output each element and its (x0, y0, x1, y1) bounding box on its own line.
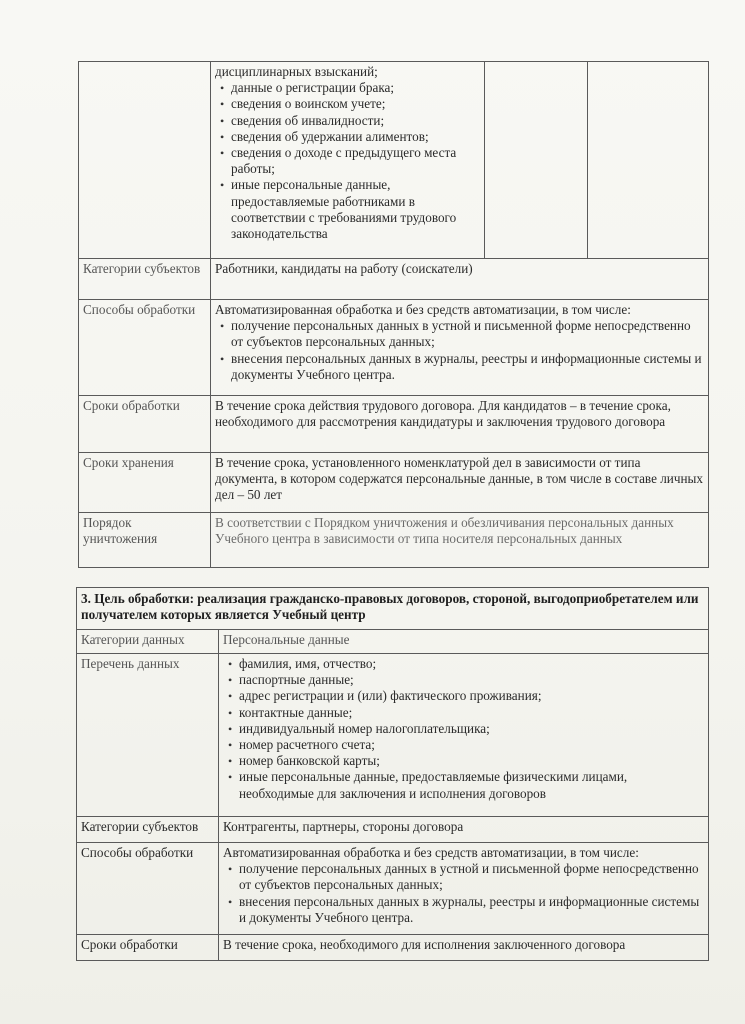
list-item: • данные о регистрации брака; (215, 80, 481, 96)
methods-row (77, 843, 709, 935)
section3-heading-row (77, 588, 709, 630)
terms-row (79, 396, 709, 453)
data-list (215, 80, 481, 242)
section2-table (78, 61, 709, 568)
list-item: • внесения персональных данных в журналы, реестры и информационные системы и документы Учебного центра. (223, 894, 705, 926)
empty-label-cell (79, 62, 211, 259)
terms-value: В течение срока, необходимого для исполнения заключенного договора (219, 935, 709, 961)
methods-lead: Автоматизированная обработка и без средств автоматизации, в том числе: (223, 845, 639, 860)
list-item: • номер банковской карты; (223, 753, 705, 769)
list-item: • сведения о воинском учете; (215, 96, 481, 112)
section3-table (76, 587, 709, 961)
list-item: • индивидуальный номер налогоплательщика; (223, 721, 705, 737)
methods-list (215, 318, 705, 383)
methods-row (79, 300, 709, 396)
data-list-label: Перечень данных (77, 654, 219, 817)
destroy-label: Порядок уничтожения (79, 513, 211, 568)
data-list (223, 656, 705, 802)
list-item: • фамилия, имя, отчество; (223, 656, 705, 672)
methods-label: Способы обработки (77, 843, 219, 935)
list-item: • сведения о доходе с предыдущего места работы; (215, 145, 481, 177)
data-list-row (77, 654, 709, 817)
list-item: • сведения об удержании алиментов; (215, 129, 481, 145)
list-item: • получение персональных данных в устной и письменной форме непосредственно от субъектов персональных данных; (215, 318, 705, 350)
data-list-lead: дисциплинарных взысканий; (215, 64, 378, 79)
empty-cell (588, 62, 709, 259)
subjects-value: Работники, кандидаты на работу (соискатели) (211, 259, 709, 300)
subjects-row (77, 817, 709, 843)
storage-row (79, 453, 709, 513)
methods-cell (219, 843, 709, 935)
data-categories-label: Категории данных (77, 630, 219, 654)
methods-label: Способы обработки (79, 300, 211, 396)
methods-cell (211, 300, 709, 396)
list-item: • иные персональные данные, предоставляемые физическими лицами, необходимые для заключения и исполнения договоров (223, 769, 705, 801)
empty-cell (485, 62, 588, 259)
storage-value: В течение срока, установленного номенклатурой дел в зависимости от типа документа, в котором содержатся персональные данные, в том числе в составе личных дел – 50 лет (211, 453, 709, 513)
terms-value: В течение срока действия трудового договора. Для кандидатов – в течение срока, необходимого для рассмотрения кандидатуры и заключения трудового договора (211, 396, 709, 453)
terms-row (77, 935, 709, 961)
subjects-label: Категории субъектов (77, 817, 219, 843)
list-item: • номер расчетного счета; (223, 737, 705, 753)
destroy-value: В соответствии с Порядком уничтожения и обезличивания персональных данных Учебного центра в зависимости от типа носителя персональных данных (211, 513, 709, 568)
terms-label: Сроки обработки (77, 935, 219, 961)
list-item: • внесения персональных данных в журналы, реестры и информационные системы и документы Учебного центра. (215, 351, 705, 383)
list-item: • паспортные данные; (223, 672, 705, 688)
data-list-continued-cell (211, 62, 485, 259)
methods-lead: Автоматизированная обработка и без средств автоматизации, в том числе: (215, 302, 631, 317)
subjects-value: Контрагенты, партнеры, стороны договора (219, 817, 709, 843)
terms-label: Сроки обработки (79, 396, 211, 453)
storage-label: Сроки хранения (79, 453, 211, 513)
list-item: • иные персональные данные, предоставляемые работниками в соответствии с требованиями трудового законодательства (215, 177, 481, 242)
subjects-row (79, 259, 709, 300)
list-item: • контактные данные; (223, 705, 705, 721)
data-list-cell (219, 654, 709, 817)
data-list-continued-row (79, 62, 709, 259)
list-item: • получение персональных данных в устной и письменной форме непосредственно от субъектов персональных данных; (223, 861, 705, 893)
data-categories-value: Персональные данные (219, 630, 709, 654)
methods-list (223, 861, 705, 926)
data-categories-row (77, 630, 709, 654)
subjects-label: Категории субъектов (79, 259, 211, 300)
destroy-row (79, 513, 709, 568)
section3-heading: 3. Цель обработки: реализация гражданско-правовых договоров, стороной, выгодоприобретателем или получателем которых является Учебный центр (77, 588, 709, 630)
list-item: • сведения об инвалидности; (215, 113, 481, 129)
list-item: • адрес регистрации и (или) фактического проживания; (223, 688, 705, 704)
